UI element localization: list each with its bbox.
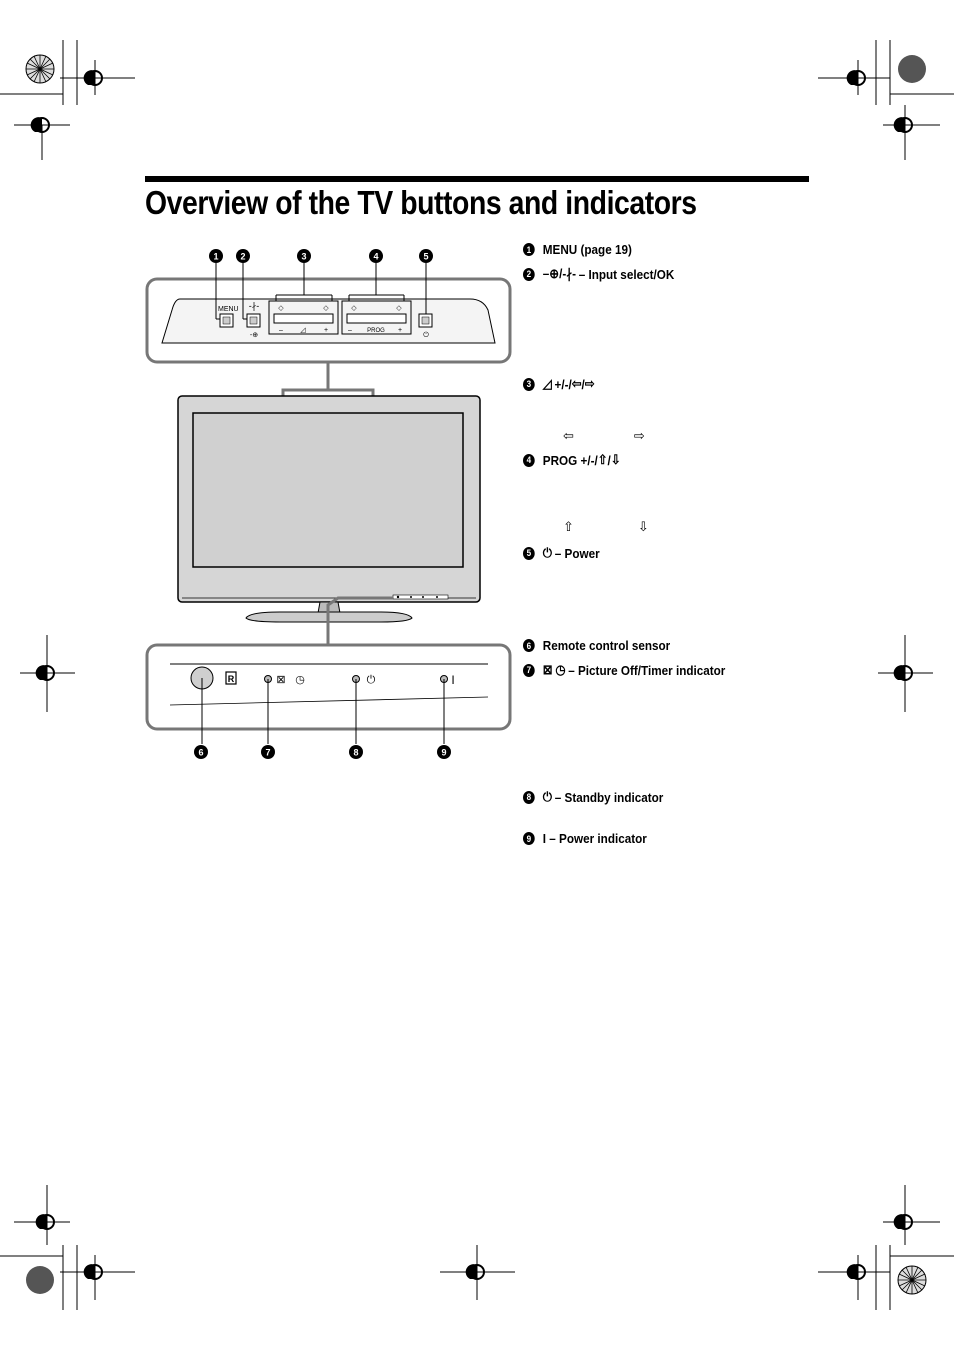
svg-text:7: 7 [265, 747, 271, 758]
prog-minus-label: – [348, 327, 352, 334]
callout-numbers-top [209, 249, 433, 263]
volume-plus-label: + [323, 327, 329, 334]
svg-text:1: 1 [213, 251, 219, 262]
svg-text:3: 3 [301, 251, 307, 262]
svg-text:4: 4 [373, 251, 379, 262]
volume-minus-label: – [279, 327, 283, 334]
arrow-right-icon: ◇ [323, 305, 329, 312]
legend-item-4: 4 PROG +/-/ ⇧ / ⇩ [523, 452, 621, 468]
svg-text:9: 9 [441, 747, 447, 758]
arrow-right-icon: ⇨ [584, 376, 595, 391]
tv-screen [193, 413, 463, 567]
input-select-icon: –⊕/-∤- [542, 266, 577, 281]
arrow-down-icon: ⇩ [637, 519, 649, 534]
input-select-icon: -⊕ [249, 332, 259, 339]
arrow-up-icon: ⇧ [563, 519, 574, 534]
legend-item-9: 9 I – Power indicator [523, 831, 647, 846]
legend-item-1: 1 MENU (page 19) [523, 242, 632, 257]
power-indicator-mark: I [451, 673, 455, 687]
legend-item-6: 6 Remote control sensor [523, 638, 670, 653]
page-title: Overview of the TV buttons and indicators [145, 184, 697, 221]
svg-text:R: R [227, 674, 235, 684]
title-rule [145, 176, 809, 182]
svg-text:2: 2 [240, 251, 246, 262]
svg-text:6: 6 [198, 747, 204, 758]
arrow-left-icon: ◇ [278, 305, 284, 312]
volume-rocker[interactable] [274, 314, 333, 323]
power-icon: ⏻ [542, 545, 553, 560]
svg-text:8: 8 [353, 747, 359, 758]
legend-item-2: 2 –⊕/-∤- – Input select/OK [523, 266, 674, 282]
legend-item-5: 5 ⏻ – Power [523, 545, 600, 561]
arrow-left-icon: ⇦ [563, 428, 574, 443]
legend-item-8: 8 ⏻ – Standby indicator [523, 789, 663, 805]
arrow-up-down-icons [563, 519, 649, 535]
tv-diagram [140, 240, 520, 770]
arrow-right-icon: ⇨ [633, 428, 645, 443]
menu-label: MENU [218, 306, 239, 313]
ok-icon: -∤- [248, 301, 260, 311]
timer-icon: ◷ [555, 662, 566, 677]
prog-rocker[interactable] [347, 314, 406, 323]
power-icon: ⏻ [542, 789, 553, 804]
arrow-left-right-icons [563, 428, 645, 444]
picture-off-icon: ⊠ [276, 674, 286, 686]
volume-icon: ◿ [542, 376, 552, 391]
svg-text:5: 5 [423, 251, 429, 262]
legend-item-3: 3 ◿ +/-/ ⇦ / ⇨ [523, 376, 595, 392]
prog-plus-label: + [397, 327, 403, 334]
callout-numbers-bottom [194, 745, 451, 759]
arrow-up-icon: ⇧ [597, 452, 608, 467]
prog-label: PROG [367, 328, 385, 334]
volume-icon: ◿ [300, 327, 306, 334]
power-icon: ⏻ [423, 332, 429, 339]
standby-icon: ⏻ [366, 674, 376, 686]
arrow-down-icon: ⇩ [610, 452, 621, 467]
legend-item-7: 7 ⊠ ◷ – Picture Off/Timer indicator [523, 662, 725, 678]
arrow-down-icon: ◇ [396, 305, 402, 312]
picture-off-icon: ⊠ [542, 662, 553, 677]
timer-icon: ◷ [295, 674, 305, 686]
arrow-up-icon: ◇ [351, 305, 357, 312]
arrow-left-icon: ⇦ [571, 376, 582, 391]
